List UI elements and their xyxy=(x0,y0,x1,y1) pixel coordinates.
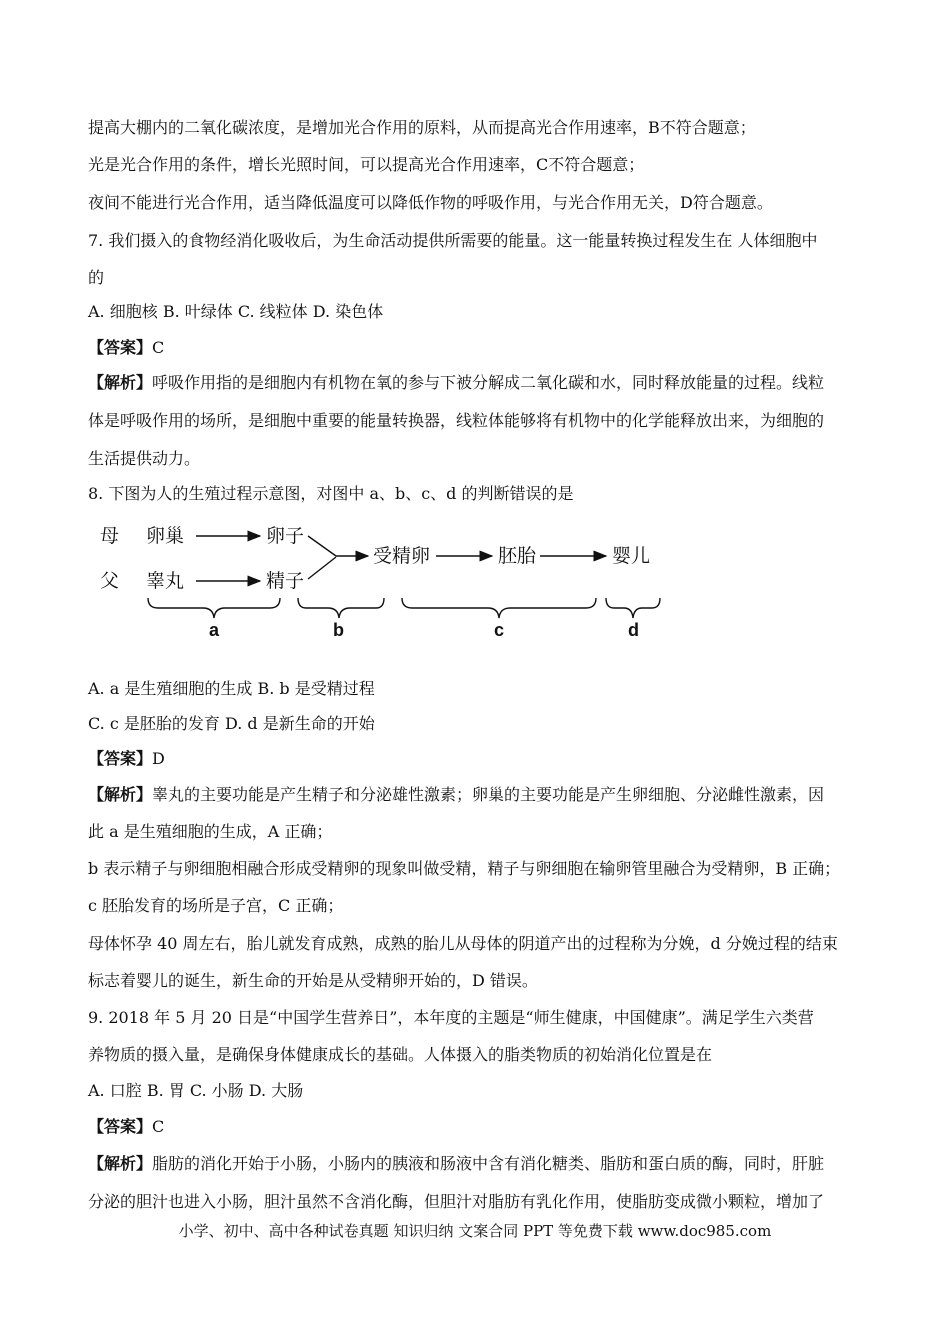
analysis-8: 【解析】睾丸的主要功能是产生精子和分泌雄性激素；卵巢的主要功能是产生卵细胞、分泌雌性激素，因 xyxy=(88,785,825,804)
analysis-7: 【解析】呼吸作用指的是细胞内有机物在氧的参与下被分解成二氧化碳和水，同时释放能量的过程。线粒 xyxy=(88,373,825,392)
section-tag: 【答案】 xyxy=(88,338,153,357)
question-7: 7. 我们摄入的食物经消化吸收后，为生命活动提供所需要的能量。这一能量转换过程发生在 人体细胞中 xyxy=(88,231,818,250)
section-tag: 【解析】 xyxy=(88,1154,153,1173)
label-b: b xyxy=(333,620,344,640)
text-line: b 表示精子与卵细胞相融合形成受精卵的现象叫做受精，精子与卵细胞在输卵管里融合为受精卵，B 正确； xyxy=(88,859,841,878)
section-tag: 【解析】 xyxy=(88,373,153,392)
text-line: 夜间不能进行光合作用，适当降低温度可以降低作物的呼吸作用，与光合作用无关，D符合题意。 xyxy=(88,193,773,212)
egg-label: 卵子 xyxy=(266,526,305,547)
page-footer: 小学、初中、高中各种试卷真题 知识归纳 文案合同 PPT 等免费下载 www.doc985.com xyxy=(178,1222,772,1240)
testis-label: 睾丸 xyxy=(146,571,185,592)
brace-d xyxy=(606,598,660,618)
question-8: 8. 下图为人的生殖过程示意图，对图中 a、b、c、d 的判断错误的是 xyxy=(88,484,574,503)
reproduction-process-diagram xyxy=(88,512,688,652)
question-8-options-cd: C. c 是胚胎的发育 D. d 是新生命的开始 xyxy=(88,714,375,733)
label-d: d xyxy=(628,620,639,640)
text-line: 标志着婴儿的诞生，新生命的开始是从受精卵开始的，D 错误。 xyxy=(88,971,538,990)
text-line: 的 xyxy=(88,268,105,287)
text-line: 提高大棚内的二氧化碳浓度，是增加光合作用的原料，从而提高光合作用速率，B不符合题意； xyxy=(88,118,756,137)
section-tag: 【答案】 xyxy=(88,1117,153,1136)
answer-9: 【答案】C xyxy=(88,1117,165,1136)
text-line: 体是呼吸作用的场所，是细胞中重要的能量转换器，线粒体能够将有机物中的化学能释放出来，为细胞的 xyxy=(88,411,825,430)
ovary-label: 卵巢 xyxy=(146,526,185,547)
text-line: 生活提供动力。 xyxy=(88,449,201,468)
text-line: 光是光合作用的条件，增长光照时间，可以提高光合作用速率，C不符合题意； xyxy=(88,155,645,174)
embryo-label: 胚胎 xyxy=(498,546,537,567)
sperm-label: 精子 xyxy=(266,571,305,592)
question-7-options: A. 细胞核 B. 叶绿体 C. 线粒体 D. 染色体 xyxy=(88,302,384,321)
text-line: c 胚胎发育的场所是子宫，C 正确； xyxy=(88,896,344,915)
merge-lines xyxy=(308,536,336,579)
question-9-options: A. 口腔 B. 胃 C. 小肠 D. 大肠 xyxy=(88,1081,304,1100)
question-8-options-ab: A. a 是生殖细胞的生成 B. b 是受精过程 xyxy=(88,679,375,698)
father-label: 父 xyxy=(100,571,120,592)
brace-c xyxy=(402,598,596,618)
text-line: 母体怀孕 40 周左右，胎儿就发育成熟，成熟的胎儿从母体的阴道产出的过程称为分娩，d 分娩过程的结束 xyxy=(88,934,838,953)
mother-label: 母 xyxy=(100,526,120,547)
zygote-label: 受精卵 xyxy=(373,546,431,567)
text-line: 分泌的胆汁也进入小肠，胆汁虽然不含消化酶，但胆汁对脂肪有乳化作用，使脂肪变成微小颗粒，增加了 xyxy=(88,1192,825,1211)
question-9: 9. 2018 年 5 月 20 日是“中国学生营养日”，本年度的主题是“师生健康，中国健康”。满足学生六类营 xyxy=(88,1008,814,1027)
brace-a xyxy=(148,598,280,618)
answer-7: 【答案】C xyxy=(88,338,165,357)
section-tag: 【答案】 xyxy=(88,749,153,768)
brace-b xyxy=(298,598,384,618)
label-c: c xyxy=(494,620,505,640)
label-a: a xyxy=(209,620,220,640)
text-line: 此 a 是生殖细胞的生成，A 正确； xyxy=(88,822,333,841)
text-line: 养物质的摄入量，是确保身体健康成长的基础。人体摄入的脂类物质的初始消化位置是在 xyxy=(88,1045,713,1064)
analysis-9: 【解析】脂肪的消化开始于小肠，小肠内的胰液和肠液中含有消化糖类、脂肪和蛋白质的酶，同时，肝脏 xyxy=(88,1154,825,1173)
answer-8: 【答案】D xyxy=(88,749,165,768)
baby-label: 婴儿 xyxy=(612,546,651,567)
section-tag: 【解析】 xyxy=(88,785,153,804)
